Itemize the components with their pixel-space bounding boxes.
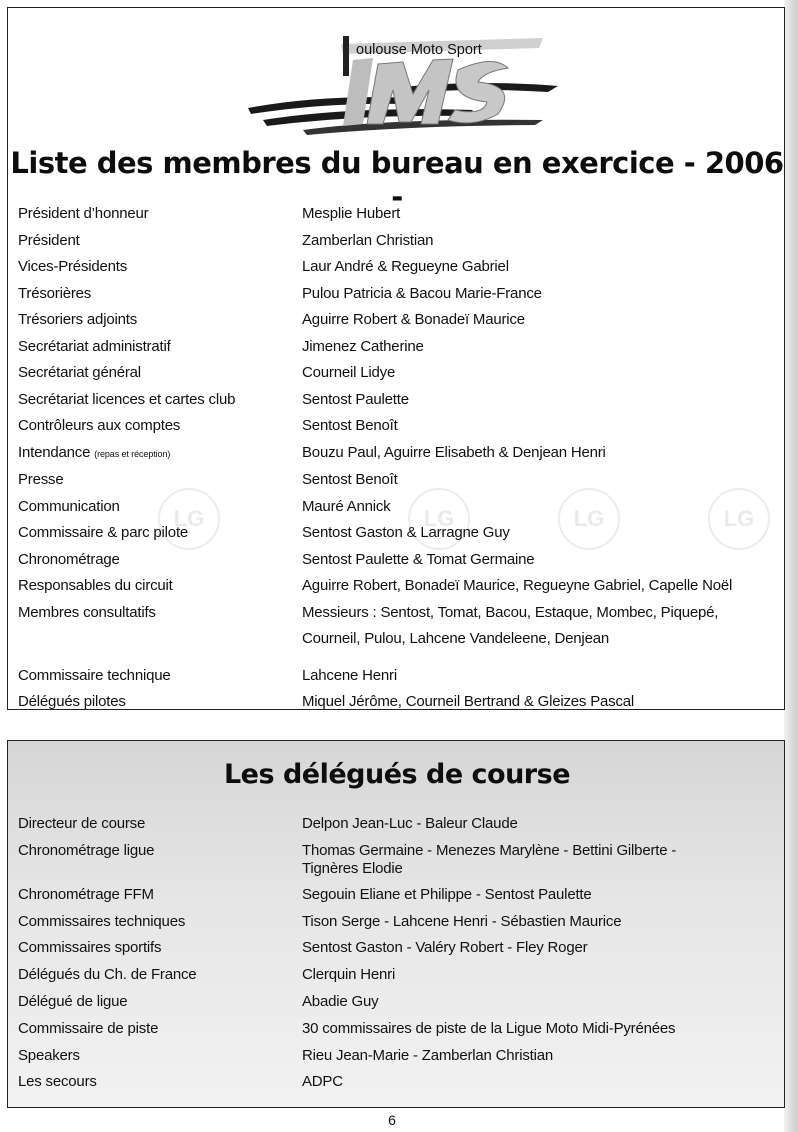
member-names: Sentost Paulette & Tomat Germaine [302,550,535,568]
bureau-title: Liste des membres du bureau en exercice - 2006 - [10,146,784,214]
role-label: Commissaire technique [18,666,171,684]
member-names: Bouzu Paul, Aguirre Elisabeth & Denjean Henri [302,443,606,461]
member-names: Courneil Lidye [302,364,396,381]
role-label: Secrétariat général [18,364,141,381]
list-item [18,838,778,882]
role-label: Commissaire de piste [18,1019,159,1037]
role-label: Commissaires sportifs [18,939,162,957]
watermark: LG [708,488,770,550]
watermark: LG [558,488,620,550]
list-item [18,1043,778,1070]
role-label: Délégué de ligue [18,992,128,1010]
list-item [18,909,778,936]
list-item [18,440,778,468]
list-item [18,1016,778,1043]
member-names: Sentost Benoît [302,471,398,488]
role-label: Contrôleurs aux comptes [18,417,181,434]
member-names-line: Tignères Elodie [302,859,403,877]
list-item [18,228,778,255]
role-label: Trésoriers adjoints [18,311,138,328]
delegues-title: Les délégués de course [223,759,571,790]
member-names-line: Courneil, Pulou, Lahcene Vandeleene, Denjean [302,630,609,647]
list-item [18,307,778,334]
member-names: Sentost Paulette [302,390,409,408]
role-label: Chronométrage FFM [18,885,154,903]
list-item [18,254,778,281]
page-edge-shadow [784,0,798,1132]
role-label: Délégués du Ch. de France [18,966,197,984]
member-names: Miquel Jérôme, Courneil Bertrand & Gleizes Pascal [302,693,635,710]
role-label [18,440,302,468]
role-label: Les secours [18,1073,97,1091]
list-item [18,811,778,838]
list-item [18,600,778,653]
member-names: Pulou Patricia & Bacou Marie-France [302,284,542,302]
member-names: Sentost Benoît [302,417,398,434]
member-names: Abadie Guy [302,992,379,1010]
delegues-list [18,811,778,1096]
role-label: Chronométrage [18,550,120,568]
member-names: Aguirre Robert, Bonadeï Maurice, Regueyne Gabriel, Capelle Noël [302,577,733,594]
member-names-line: Thomas Germaine - Menezes Marylène - Bettini Gilberte - [302,841,677,859]
list-item [18,494,778,521]
list-item [18,334,778,361]
member-names: Jimenez Catherine [302,337,424,355]
member-names-line: Messieurs : Sentost, Tomat, Bacou, Estaque, Mombec, Piquepé, [302,603,719,621]
member-names: Mesplie Hubert [302,205,401,222]
role-label: Communication [18,497,120,515]
member-names: ADPC [302,1073,343,1091]
role-label: Commissaire & parc pilote [18,524,189,541]
list-item [18,935,778,962]
list-item [18,413,778,440]
list-item [18,989,778,1016]
list-item [18,689,778,716]
role-label: Chronométrage ligue [18,841,155,859]
logo-text: oulouse Moto Sport [356,42,482,58]
list-item [18,360,778,387]
list-item [18,962,778,989]
role-label: Responsables du circuit [18,577,173,594]
list-item [18,201,778,228]
member-names: Laur André & Regueyne Gabriel [302,258,509,275]
list-item [18,387,778,414]
role-label: Presse [18,471,64,488]
list-item [18,663,778,690]
role-label: Directeur de course [18,815,146,832]
bureau-list [18,201,778,716]
list-item [18,1069,778,1096]
role-label: Trésorières [18,284,92,302]
watermark: LG [158,488,220,550]
list-item [18,882,778,909]
tms-logo [243,24,563,139]
member-names: Sentost Gaston - Valéry Robert - Fley Roger [302,939,588,957]
role-label: Vices-Présidents [18,258,128,275]
role-label: Président d’honneur [18,205,149,222]
list-item [18,547,778,574]
member-names: Mauré Annick [302,497,391,515]
watermark: LG [408,488,470,550]
bureau-panel [7,7,785,710]
list-item [18,467,778,494]
member-names: Aguirre Robert & Bonadeï Maurice [302,311,525,328]
role-text: Intendance [18,443,91,461]
member-names [302,600,778,653]
member-names: Sentost Gaston & Larragne Guy [302,524,510,541]
delegues-panel [7,740,785,1108]
list-item [18,281,778,308]
member-names [302,838,778,882]
member-names: Tison Serge - Lahcene Henri - Sébastien Maurice [302,912,622,930]
member-names: 30 commissaires de piste de la Ligue Moto Midi-Pyrénées [302,1019,676,1037]
member-names: Segouin Eliane et Philippe - Sentost Paulette [302,885,592,903]
role-label: Speakers [18,1046,80,1064]
member-names: Zamberlan Christian [302,231,434,249]
list-item [18,573,778,600]
role-label: Président [18,231,80,249]
member-names: Delpon Jean-Luc - Baleur Claude [302,815,518,832]
page-number: 6 [388,1112,396,1128]
list-item [18,520,778,547]
role-label: Membres consultatifs [18,603,156,621]
member-names: Rieu Jean-Marie - Zamberlan Christian [302,1046,554,1064]
spacer [18,653,778,663]
role-label: Secrétariat licences et cartes club [18,390,236,408]
role-label: Secrétariat administratif [18,337,171,355]
role-label: Délégués pilotes [18,693,126,710]
member-names: Lahcene Henri [302,666,397,684]
role-label: Commissaires techniques [18,912,186,930]
member-names: Clerquin Henri [302,966,396,984]
role-note: (repas et réception) [94,448,171,459]
